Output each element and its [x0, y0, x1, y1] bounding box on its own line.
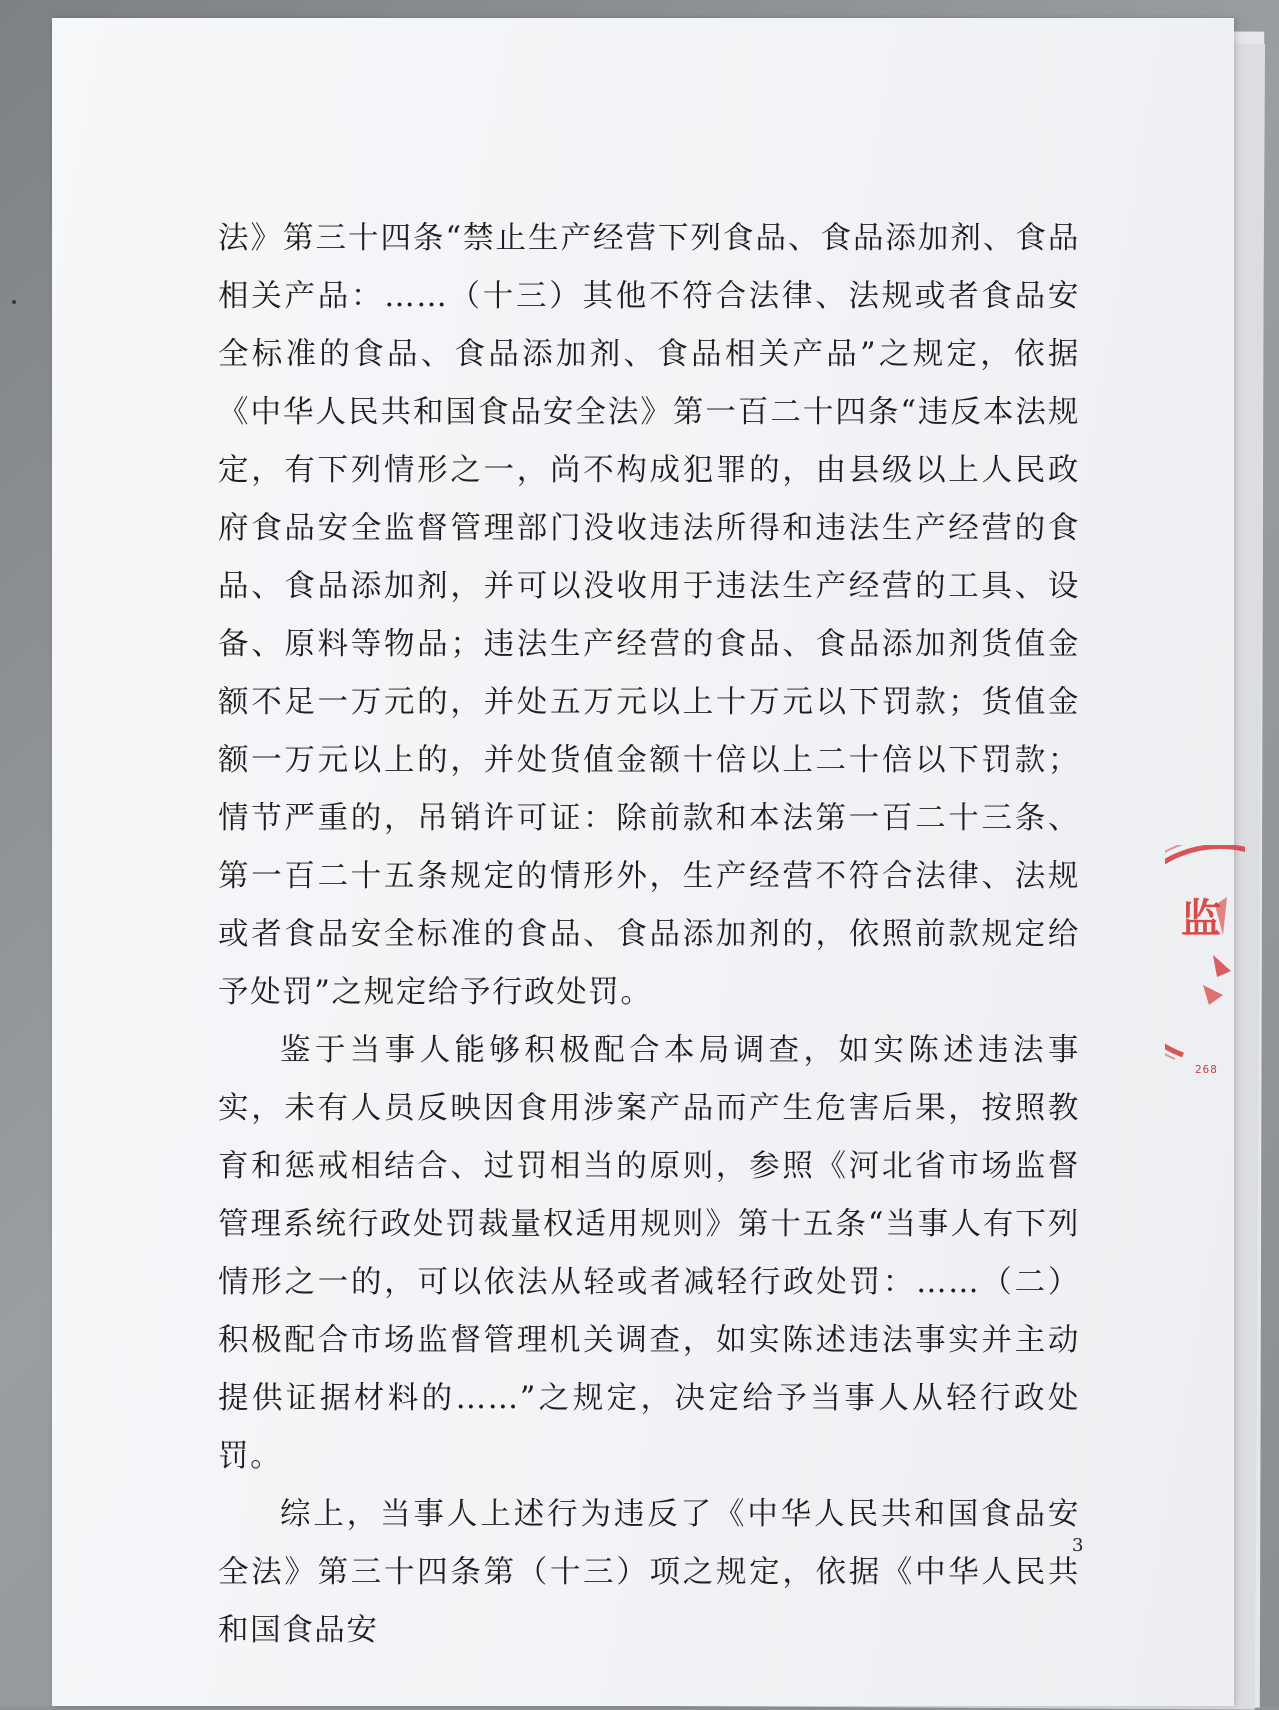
seal-glyph: 监	[1181, 896, 1221, 942]
official-seal-stamp	[1165, 845, 1245, 1075]
paragraph-conclusion: 综上，当事人上述行为违反了《中华人民共和国食品安全法》第三十四条第（十三）项之规定，依据《中华人民共和国食品安	[218, 1497, 1080, 1648]
paragraph-mitigation: 鉴于当事人能够积极配合本局调查，如实陈述违法事实，未有人员反映因食用涉案产品而产生危害后果，按照教育和惩戒相结合、过罚相当的原则，参照《河北省市场监督管理系统行政处罚裁量权适用规则》第十五条“当事人有下列情形之一的，可以依法从轻或者减轻行政处罚：……（二）积极配合市场监督管理机关调查，如实陈述违法事实并主动提供证据材料的……”之规定，决定给予当事人从轻行政处罚。	[218, 1033, 1080, 1474]
page-number: 3	[1072, 1535, 1084, 1556]
document-body	[218, 210, 1080, 1660]
ink-dot	[12, 300, 16, 304]
seal-code: 268	[1195, 1063, 1218, 1075]
seal-arc-icon	[1165, 845, 1245, 1075]
paragraph-legal-basis: 法》第三十四条“禁止生产经营下列食品、食品添加剂、食品相关产品：……（十三）其他不符合法律、法规或者食品安全标准的食品、食品添加剂、食品相关产品”之规定，依据《中华人民共和国食品安全法》第一百二十四条“违反本法规定，有下列情形之一，尚不构成犯罪的，由县级以上人民政府食品安全监督管理部门没收违法所得和违法生产经营的食品、食品添加剂，并可以没收用于违法生产经营的工具、设备、原料等物品；违法生产经营的食品、食品添加剂货值金额不足一万元的，并处五万元以上十万元以下罚款；货值金额一万元以上的，并处货值金额十倍以上二十倍以下罚款；情节严重的，吊销许可证：除前款和本法第一百二十三条、第一百二十五条规定的情形外，生产经营不符合法律、法规或者食品安全标准的食品、食品添加剂的，依照前款规定给予处罚”之规定给予行政处罚。	[218, 221, 1080, 1010]
